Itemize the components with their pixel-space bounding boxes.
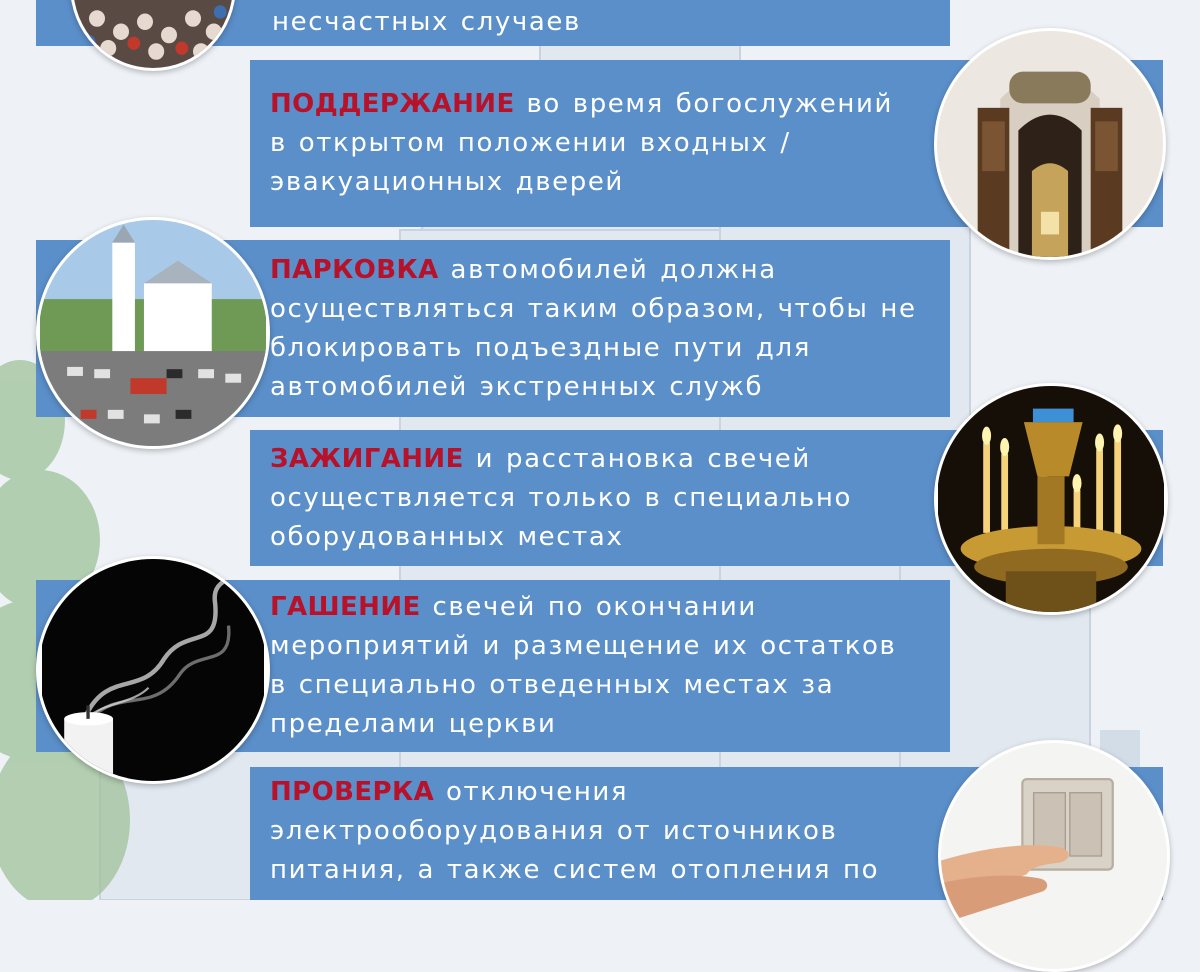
- card-line: ПОДДЕРЖАНИЕ во время богослужений: [270, 89, 893, 119]
- card-line: пределами церкви: [270, 709, 557, 739]
- card-line: осуществляется только в специально: [270, 482, 852, 513]
- card-line: эвакуационных дверей: [270, 167, 624, 197]
- keyword-proverka: ПРОВЕРКА: [270, 777, 435, 807]
- card-line: блокировать подъездные пути для: [270, 332, 811, 363]
- card-line: ПАРКОВКА автомобилей должна: [270, 254, 777, 285]
- card-line: в открытом положении входных /: [270, 128, 791, 158]
- keyword-podderzhanie: ПОДДЕРЖАНИЕ: [270, 89, 515, 119]
- card-line: автомобилей экстренных служб: [270, 371, 764, 402]
- candle-stand-photo: [934, 383, 1168, 615]
- card-line: осуществляться таким образом, чтобы не: [270, 293, 917, 324]
- card-line: питания, а также систем отопления по: [270, 855, 880, 885]
- light-switch-photo: [938, 740, 1170, 972]
- extinguished-candle-photo: [36, 556, 270, 784]
- keyword-zazhiganie: ЗАЖИГАНИЕ: [270, 443, 464, 474]
- card-line: несчастных случаев: [272, 7, 581, 37]
- card-line: ПРОВЕРКА отключения: [270, 777, 629, 807]
- church-doors-photo: [934, 28, 1166, 260]
- card-line: электрооборудования от источников: [270, 816, 838, 846]
- card-line: оборудованных местах: [270, 521, 624, 552]
- card-line: ЗАЖИГАНИЕ и расстановка свечей: [270, 443, 811, 474]
- card-line: в специально отведенных местах за: [270, 670, 835, 700]
- card-line: ГАШЕНИЕ свечей по окончании: [270, 592, 757, 622]
- keyword-gashenie: ГАШЕНИЕ: [270, 592, 421, 622]
- card-line: мероприятий и размещение их остатков: [270, 631, 897, 661]
- keyword-parkovka: ПАРКОВКА: [270, 254, 439, 285]
- church-parking-photo: [36, 217, 270, 449]
